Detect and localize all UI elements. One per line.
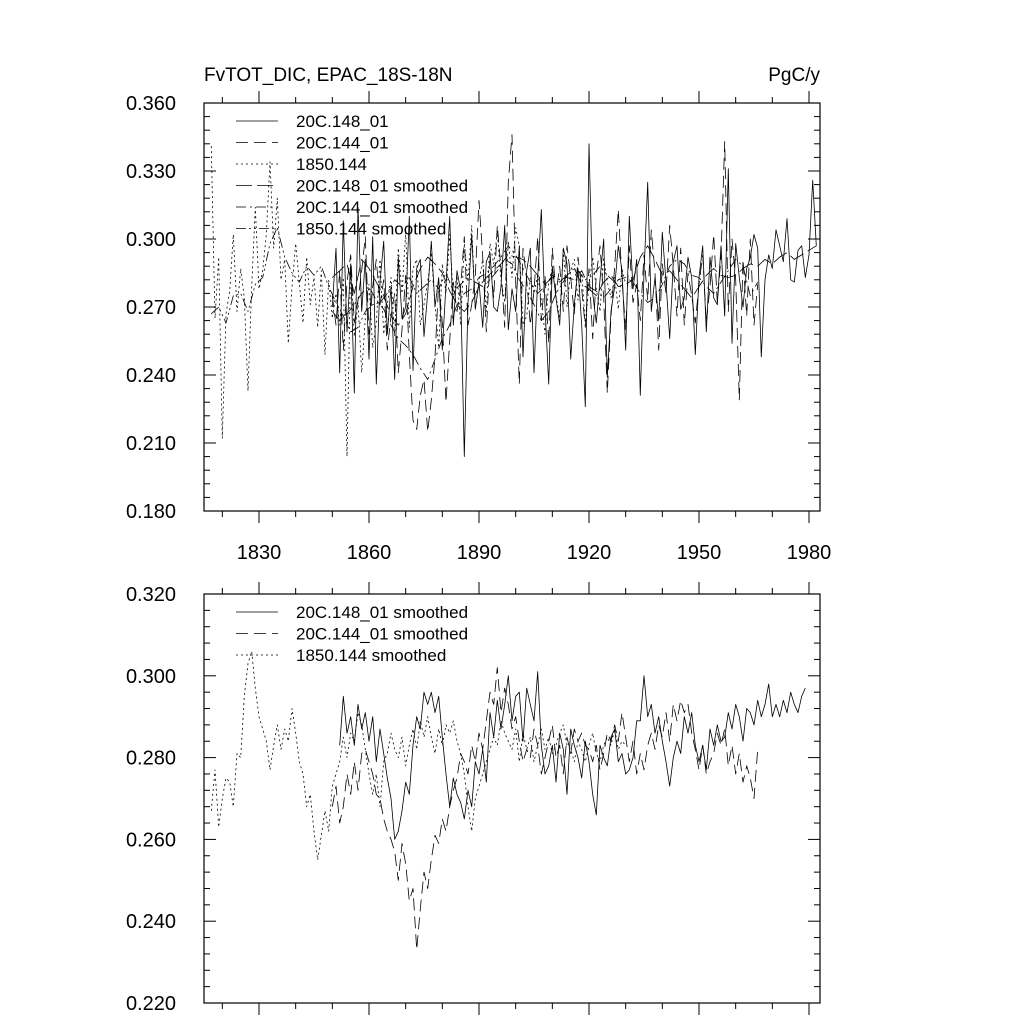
y-tick-label: 0.320	[125, 584, 176, 606]
legend-label: 1850.144	[296, 155, 367, 174]
legend-label: 20C.148_01	[296, 112, 389, 131]
series-line-1	[340, 672, 806, 840]
legend-label: 20C.144_01	[296, 133, 389, 153]
units-label: PgC/y	[768, 65, 820, 86]
x-tick-label: 1950	[676, 542, 722, 564]
chart-title: FvTOT_DIC, EPAC_18S-18N	[204, 65, 453, 86]
y-tick-label: 0.300	[125, 665, 176, 688]
x-tick-label: 1980	[786, 542, 832, 564]
y-tick-label: 0.220	[125, 993, 176, 1015]
series-line-2	[332, 668, 757, 950]
legend-label: 20C.148_01 smoothed	[296, 603, 469, 622]
y-tick-label: 0.210	[125, 433, 176, 455]
y-tick-label: 0.240	[125, 365, 176, 387]
x-tick-label: 1890	[456, 542, 502, 564]
legend	[236, 603, 468, 665]
legend-label: 20C.144_01 smoothed	[296, 624, 469, 644]
y-tick-label: 0.180	[125, 501, 176, 523]
y-tick-label: 0.260	[125, 829, 176, 852]
y-tick-label: 0.280	[125, 747, 176, 770]
series-lines	[211, 651, 805, 950]
y-tick-label: 0.240	[125, 911, 176, 934]
legend-label: 20C.144_01 smoothed	[296, 198, 469, 217]
y-tick-label: 0.360	[125, 93, 176, 115]
legend	[236, 112, 468, 239]
x-tick-label: 1830	[236, 542, 282, 564]
bottom-panel	[126, 582, 820, 1015]
y-tick-label: 0.300	[125, 229, 176, 251]
legend-label: 1850.144 smoothed	[296, 646, 447, 665]
x-tick-label: 1860	[346, 542, 392, 564]
legend-label: 20C.148_01 smoothed	[296, 176, 469, 196]
y-tick-label: 0.330	[125, 161, 176, 183]
y-tick-label: 0.270	[125, 297, 176, 319]
x-tick-label: 1920	[566, 542, 612, 564]
top-panel	[126, 65, 831, 564]
legend-label: 1850.144 smoothed	[296, 219, 447, 239]
